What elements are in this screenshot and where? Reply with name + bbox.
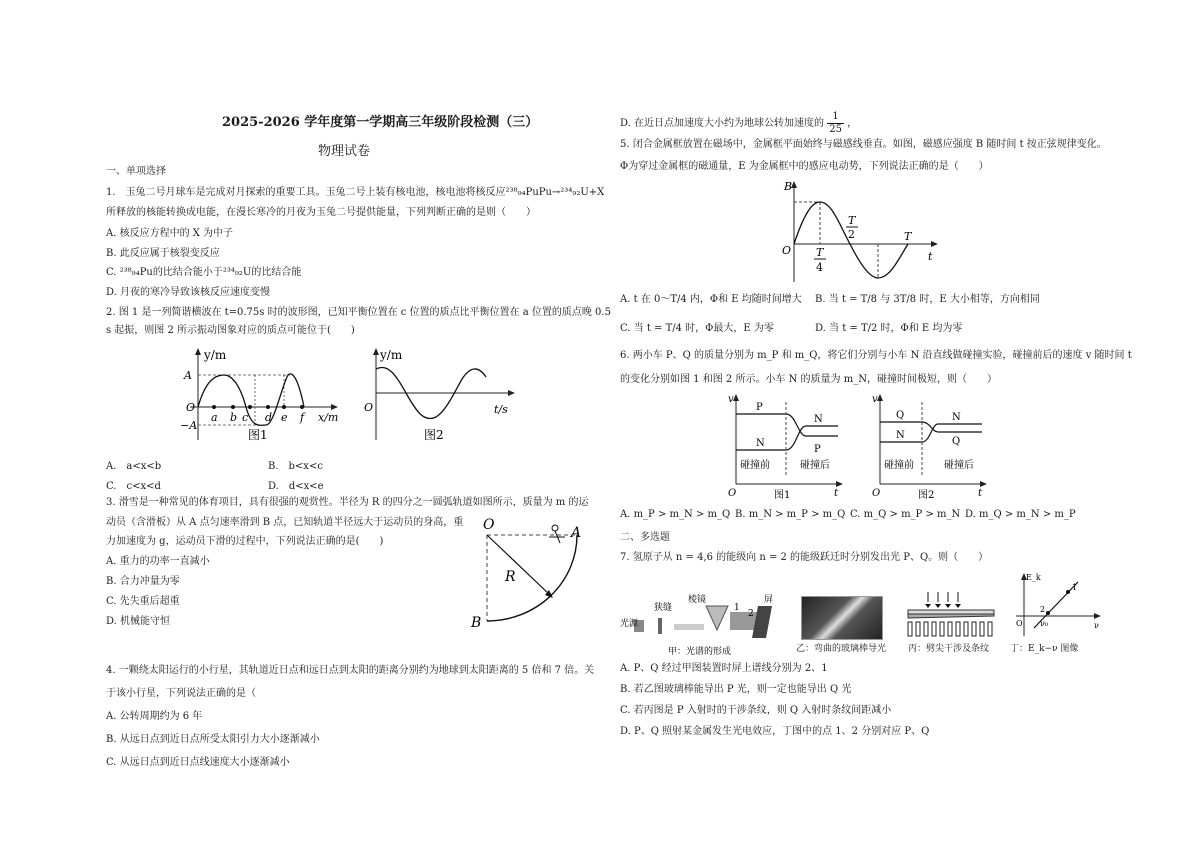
q4-option-d-denominator: 25 (829, 124, 842, 135)
q6-fig2-after: 碰撞后 (944, 460, 974, 471)
q6-fig1-caption: 图1 (774, 490, 791, 501)
q7-label-line1: 1 (734, 603, 740, 613)
q5-fig-origin: O (782, 244, 792, 257)
q2-fig1-amp: A (184, 369, 192, 382)
q5-fig-period: T (904, 230, 912, 243)
q2-option-d: D. d<x<e (268, 481, 324, 492)
q3-line2: 动员（含滑板）从 A 点匀速率滑到 B 点，已知轨道半径远大于运动员的身高，重 (106, 517, 464, 528)
q3-arc-track-figure (465, 515, 595, 630)
q7-caption-jia: 甲：光谱的形成 (668, 647, 732, 657)
q6-option-c: C. m_Q > m_P > m_N (850, 509, 961, 520)
q4-option-d-suffix: ， (847, 118, 858, 129)
q7-ding-ek: E_k (1026, 573, 1041, 582)
section-single-choice: 一、单项选择 (106, 166, 166, 177)
q2-option-a: A. a<x<b (106, 461, 162, 472)
q2-fig1-xlabel: x/m (318, 411, 339, 424)
q1-option-b: B. 此反应属于核裂变反应 (106, 248, 220, 259)
section-multiple-choice: 二、多选题 (620, 532, 670, 543)
q6-fig1-p-after: P (814, 444, 821, 455)
q5-option-a: A. t 在 0～T/4 内，Φ和 E 均随时间增大 (620, 294, 802, 305)
q4-option-a: A. 公转周期约为 6 年 (106, 711, 203, 722)
q5-fig-quarter-t: T (816, 246, 824, 259)
q3-fig-label-b: B (471, 615, 482, 630)
q6-fig2-caption: 图2 (918, 490, 935, 501)
q3-fig-label-o: O (483, 517, 495, 533)
q5-fig-half-t: T (848, 214, 856, 227)
q6-option-d: D. m_Q > m_N > m_P (965, 509, 1076, 520)
q5-fig-half-d: 2 (848, 228, 855, 241)
q6-fig1-origin: O (728, 488, 737, 499)
q7-fig-bing-wedge-interference (900, 590, 1000, 640)
q7-label-source: 光源 (620, 619, 639, 629)
page-title: 2025-2026 学年度第一学期高三年级阶段检测（三） (222, 115, 539, 130)
q2-fig1-wave-graph (180, 345, 350, 445)
q6-fig1-n-after: N (814, 414, 823, 425)
q7-line1: 7. 氢原子从 n = 4,6 的能级向 n = 2 的能级跃迁时分别发出光 P、Q。则（ ） (620, 552, 989, 563)
q6-fig2-q-after: Q (952, 436, 961, 447)
q1-option-d: D. 月夜的寒冷导致该核反应速度变慢 (106, 287, 271, 298)
q7-option-d: D. P、Q 照射某金属发生光电效应，丁图中的点 1、2 分别对应 P、Q (620, 726, 930, 737)
q3-line3: 力加速度为 g，运动员下滑的过程中，下列说法正确的是( ) (106, 536, 384, 547)
q7-ding-point2: 2 (1040, 605, 1046, 614)
q6-fig1-after: 碰撞后 (800, 460, 830, 471)
q6-fig1-p-before: P (756, 402, 763, 413)
q6-fig2-v: v (872, 394, 878, 405)
q6-fig2-q-before: Q (896, 410, 905, 421)
q5-option-b: B. 当 t = T/8 与 3T/8 时，E 大小相等，方向相同 (815, 294, 1040, 305)
q2-fig2-vibration-graph (362, 345, 522, 445)
q6-fig2-t: t (978, 488, 983, 499)
q4-option-d-text: D. 在近日点加速度大小约为地球公转加速度的 (620, 118, 825, 129)
q3-option-d: D. 机械能守恒 (106, 616, 171, 627)
q4-option-d (620, 111, 857, 136)
q7-caption-ding: 丁：E_k−ν 图像 (1010, 644, 1079, 654)
q4-line2: 于该小行星，下列说法正确的是（ (106, 688, 256, 699)
q6-line2: 的变化分别如图 1 和图 2 所示。小车 N 的质量为 m_N，碰撞时间极短，则（ ） (620, 374, 997, 385)
q7-label-prism: 棱镜 (688, 595, 707, 605)
q7-label-slit: 狭缝 (654, 603, 673, 613)
q7-ding-nu0: ν₀ (1040, 619, 1049, 628)
q7-fig-jia-spectrum (618, 590, 786, 658)
q6-option-a: A. m_P > m_N > m_Q (620, 509, 731, 520)
q6-fig1-velocity-graph (726, 392, 846, 502)
q6-fig1-t: t (834, 488, 839, 499)
q4-option-d-numerator: 1 (827, 111, 844, 124)
q3-fig-label-a: A (571, 525, 582, 541)
q2-fig1-e: e (281, 411, 288, 424)
q4-line1: 4. 一颗绕太阳运行的小行星，其轨道近日点和远日点到太阳的距离分别约为地球到太阳距离的 5 倍和 7 倍。关 (106, 665, 595, 676)
q6-line1: 6. 两小车 P、Q 的质量分别为 m_P 和 m_Q，将它们分别与小车 N 沿直线做碰撞实验，碰撞前后的速度 v 随时间 t (620, 350, 1132, 361)
q4-option-c: C. 从远日点到近日点线速度大小逐渐减小 (106, 757, 290, 768)
q2-fig1-c: c (242, 411, 249, 424)
q6-fig2-before: 碰撞前 (884, 460, 914, 471)
q7-ding-origin: O (1016, 619, 1023, 628)
q1-option-a: A. 核反应方程中的 X 为中子 (106, 228, 234, 239)
q2-line2: s 起振，则图 2 所示振动图象对应的质点可能位于( ) (106, 325, 355, 336)
q2-fig1-d: d (265, 411, 273, 424)
q6-fig2-n-before: N (896, 430, 905, 441)
q6-fig1-n-before: N (756, 438, 765, 449)
q1-option-c: C. ²³⁸₉₄Pu的比结合能小于²³⁴₉₂U的比结合能 (106, 267, 302, 278)
q2-option-b: B. b<x<c (268, 461, 323, 472)
q7-label-line2: 2 (748, 609, 754, 619)
q6-option-b: B. m_N > m_P > m_Q (735, 509, 846, 520)
q3-option-a: A. 重力的功率一直减小 (106, 556, 210, 567)
q1-line1: 1. 玉兔二号月球车是完成对月探索的重要工具。玉兔二号上装有核电池，核电池将核反应²³⁸₉₄PuPu→²³⁴₉₂U+X (106, 187, 605, 198)
q2-fig2-ylabel: y/m (380, 348, 403, 362)
q2-option-c: C. c<x<d (106, 481, 161, 492)
q2-fig2-origin: O (364, 401, 374, 414)
q2-fig2-xlabel: t/s (494, 403, 508, 416)
q5-option-d: D. 当 t = T/2 时，Φ和 E 均为零 (815, 323, 963, 334)
q2-fig1-f: f (300, 411, 305, 424)
q5-fig-t-label: t (928, 250, 933, 263)
q3-option-b: B. 合力冲量为零 (106, 576, 180, 587)
q3-line1: 3. 滑雪是一种常见的体育项目，具有很强的观赏性。半径为 R 的四分之一圆弧轨道如图所示，质量为 m 的运 (106, 497, 589, 508)
q7-option-c: C. 若丙图是 P 入射时的干涉条纹，则 Q 入射时条纹间距减小 (620, 705, 892, 716)
q7-fig-ding-ek-nu-graph (1012, 570, 1104, 640)
q4-option-b: B. 从远日点到近日点所受太阳引力大小逐渐减小 (106, 734, 320, 745)
q2-fig1-b: b (230, 411, 238, 424)
q6-fig2-origin: O (872, 488, 881, 499)
q2-fig1-a: a (211, 411, 218, 424)
q6-fig2-n-after: N (952, 412, 961, 423)
q6-fig1-before: 碰撞前 (740, 460, 770, 471)
q6-fig2-velocity-graph (870, 392, 990, 502)
q2-fig1-negamp: −A (180, 419, 198, 432)
q1-line2: 所释放的核能转换成电能，在漫长寒冷的月夜为玉兔二号提供能量，下列判断正确的是则（ ） (106, 207, 536, 218)
q5-line1: 5. 闭合金属框放置在磁场中，金属框平面始终与磁感线垂直。如图，磁感应强度 B 随时间 t 按正弦规律变化。 (620, 139, 1107, 150)
q3-option-c: C. 先失重后超重 (106, 596, 180, 607)
q7-fig-yi-glass-rod-photo (801, 596, 883, 640)
page-subtitle: 物理试卷 (318, 144, 371, 159)
q7-label-screen: 屏 (764, 595, 774, 605)
q7-caption-bing: 丙：劈尖干涉及条纹 (908, 644, 990, 654)
q2-fig1-ylabel: y/m (204, 348, 227, 362)
q5-fig-b-label: B (784, 180, 793, 193)
q5-fig-quarter-d: 4 (816, 261, 823, 274)
q5-line2: Φ为穿过金属框的磁通量，E 为金属框中的感应电动势，下列说法正确的是（ ） (620, 161, 989, 172)
q7-ding-nu: ν (1094, 621, 1099, 630)
q4-option-d-fraction (827, 111, 844, 136)
q7-ding-point1: 1 (1072, 583, 1078, 592)
q7-option-b: B. 若乙图玻璃棒能导出 P 光，则一定也能导出 Q 光 (620, 684, 852, 695)
q3-fig-label-r: R (505, 569, 516, 585)
q7-caption-yi: 乙：弯曲的玻璃棒导光 (796, 644, 887, 654)
q6-fig1-v: v (728, 394, 734, 405)
q2-fig1-origin: O (186, 401, 196, 414)
q7-option-a: A. P、Q 经过甲图装置时屏上谱线分别为 2、1 (620, 663, 828, 674)
q2-fig2-caption: 图2 (424, 428, 444, 442)
q2-fig1-caption: 图1 (248, 428, 268, 442)
q2-line1: 2. 图 1 是一列简谐横波在 t=0.75s 时的波形图，已知平衡位置在 c 位置的质点比平衡位置在 a 位置的质点晚 0.5 (106, 307, 611, 318)
q5-option-c: C. 当 t = T/4 时，Φ最大，E 为零 (620, 323, 774, 334)
q5-b-t-sine-graph (780, 178, 945, 286)
